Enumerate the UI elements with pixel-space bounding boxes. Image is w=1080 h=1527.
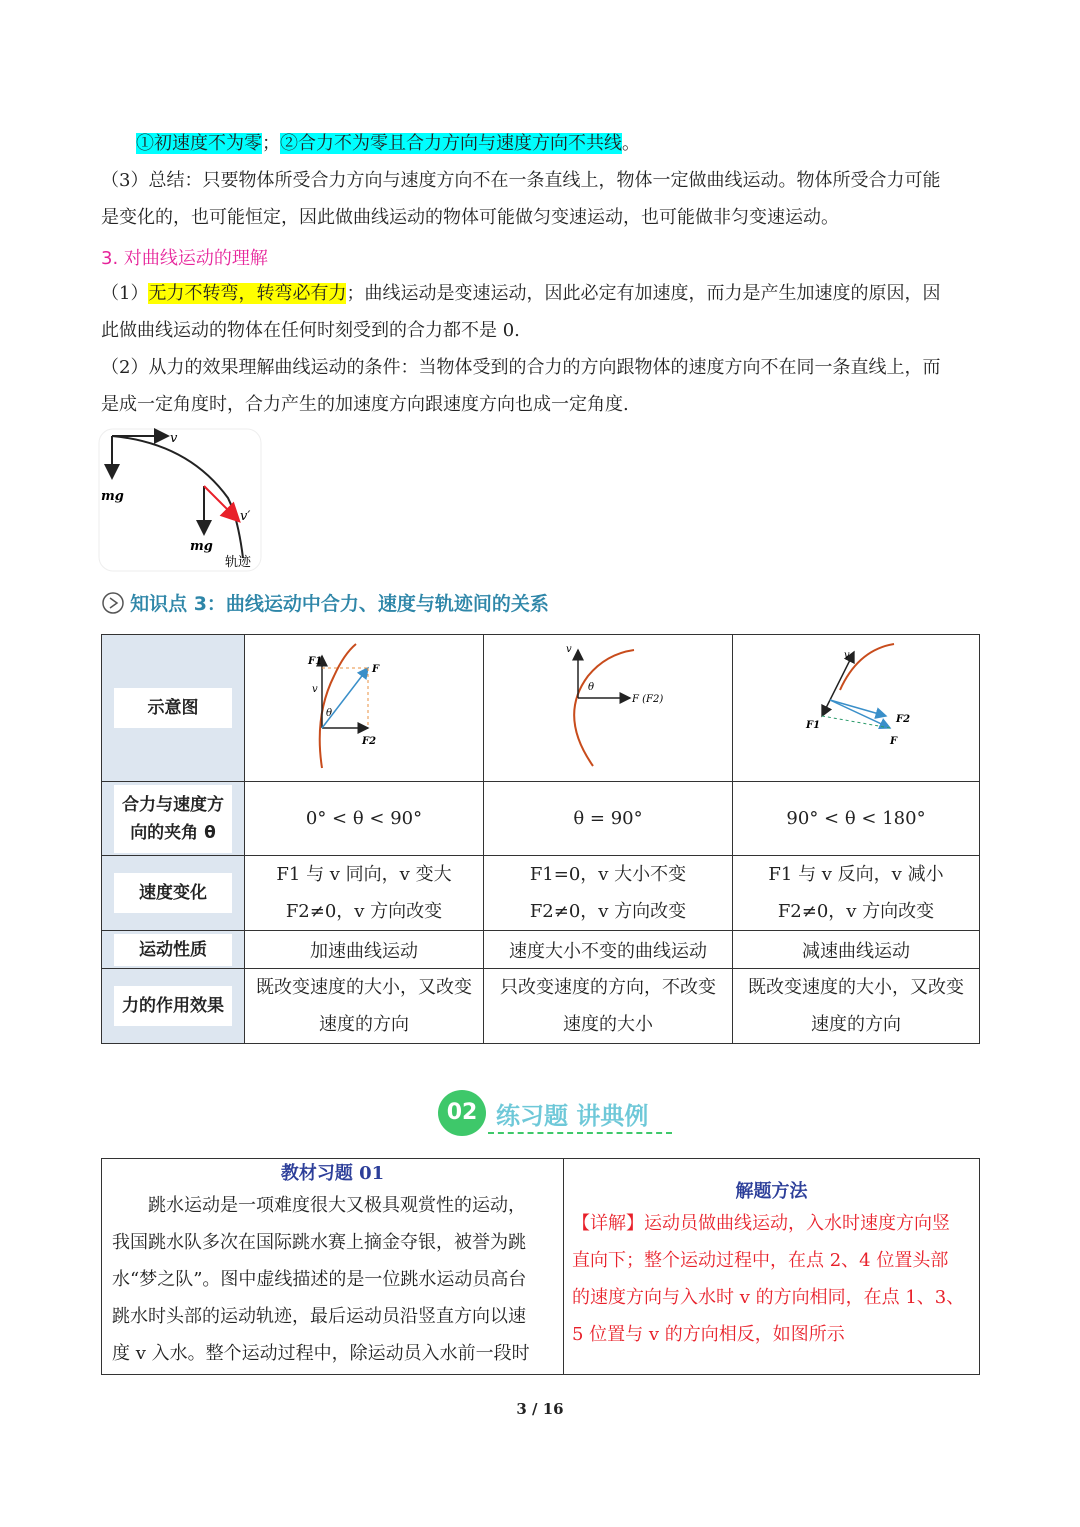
label-mg: mg (101, 489, 124, 504)
section-banner (438, 1088, 678, 1138)
speed-change-cell: F1=0，v 大小不变 F2≠0，v 方向改变 (484, 856, 733, 931)
effect-cell: 既改变速度的大小，又改变 速度的方向 (245, 969, 484, 1044)
banner-underline (488, 1132, 672, 1134)
label-mg-2: mg (190, 539, 213, 554)
row-header: 运动性质 (102, 931, 245, 969)
p1-highlight: 无力不转弯，转弯必有力 (148, 283, 347, 304)
example-title: 教材习题 01 (280, 1163, 385, 1184)
knowledge-3-heading (101, 589, 549, 616)
diagram-cell-3 (733, 635, 980, 782)
svg-text:F: F (890, 735, 898, 747)
table-row (102, 1159, 980, 1375)
svg-text:θ: θ (588, 681, 595, 693)
projectile-figure (98, 428, 263, 573)
svg-text:F2: F2 (362, 735, 377, 747)
condition-1: ①初速度不为零 (136, 133, 262, 154)
example-body: 跳水运动是一项难度很大又极具观赏性的运动， 我国跳水队多次在国际跳水赛上摘金夺银，被誉为跳 水“梦之队”。图中虚线描述的是一位跳水运动员高台 跳水时头部的运动轨迹，最后运动员沿竖直方向以速 度 v 入水。整个运动过程中，除运动员入水前一段时 (112, 1195, 530, 1364)
label-trajectory: 轨迹 (225, 555, 252, 570)
motion-cell: 减速曲线运动 (733, 931, 980, 969)
label-v-prime: v′ (240, 509, 251, 524)
svg-text:F1: F1 (308, 655, 323, 667)
row-header: 力的作用效果 (102, 969, 245, 1044)
knowledge-3-title: 知识点 3：曲线运动中合力、速度与轨迹间的关系 (130, 593, 549, 615)
motion-cell: 加速曲线运动 (245, 931, 484, 969)
speed-change-cell: F1 与 v 同向，v 变大 F2≠0，v 方向改变 (245, 856, 484, 931)
example-question-cell (102, 1159, 564, 1375)
velocity-arrow-2 (204, 486, 238, 520)
label-v: v (170, 431, 178, 446)
angle-cell: θ = 90° (484, 782, 733, 856)
svg-text:F (F2): F (F2) (632, 693, 664, 705)
section-3-heading: 3. 对曲线运动的理解 (101, 248, 268, 269)
section3-p1-line2: 此做曲线运动的物体在任何时刻受到的合力都不是 0. (101, 320, 520, 341)
condition-2: ②合力不为零且合力方向与速度方向不共线 (280, 133, 622, 154)
diagram-acute (304, 636, 424, 776)
separator: ； (262, 133, 280, 154)
table-row (102, 635, 980, 782)
play-circle-icon (101, 591, 125, 615)
period: 。 (622, 133, 640, 154)
section3-p1-line1 (101, 275, 940, 312)
svg-text:F: F (372, 663, 380, 675)
summary-line-1: （3）总结：只要物体所受合力方向与速度方向不在一条直线上，物体一定做曲线运动。物体所受合力可能 (101, 170, 941, 191)
table-row (102, 931, 980, 969)
banner-text: 练习题 讲典例 (496, 1102, 649, 1130)
speed-change-cell: F1 与 v 反向，v 减小 F2≠0，v 方向改变 (733, 856, 980, 931)
example-table (101, 1158, 980, 1375)
svg-text:v: v (566, 643, 572, 655)
diagram-cell-2 (484, 635, 733, 782)
svg-text:v: v (844, 649, 850, 661)
diagram-cell-1 (245, 635, 484, 782)
summary-line-2: 是变化的，也可能恒定，因此做曲线运动的物体可能做匀变速运动，也可能做非匀变速运动。 (101, 207, 839, 228)
p1-prefix: （1） (101, 283, 149, 304)
section3-p2-line2: 是成一定角度时，合力产生的加速度方向跟速度方向也成一定角度. (101, 394, 629, 415)
table-row (102, 969, 980, 1044)
svg-text:v: v (312, 683, 318, 695)
angle-cell: 0° < θ < 90° (245, 782, 484, 856)
diagram-right-angle (538, 636, 678, 776)
page-number: 3 / 16 (516, 1400, 564, 1418)
table-row (102, 782, 980, 856)
row-header: 合力与速度方向的夹角 θ (102, 782, 245, 856)
effect-cell: 只改变速度的方向，不改变 速度的大小 (484, 969, 733, 1044)
banner-number: 02 (438, 1090, 486, 1136)
trajectory-curve (112, 436, 243, 558)
method-title: 解题方法 (735, 1181, 808, 1202)
angle-cell: 90° < θ < 180° (733, 782, 980, 856)
p1-rest: ；曲线运动是变速运动，因此必定有加速度，而力是产生加速度的原因，因 (346, 283, 941, 304)
conditions-line (136, 125, 640, 162)
relationship-table (101, 634, 980, 1044)
diagram-obtuse (786, 636, 926, 776)
method-body: 【详解】运动员做曲线运动，入水时速度方向竖 直向下；整个运动过程中，在点 2、4 位置头部 的速度方向与入水时 v 的方向相同，在点 1、3、 5 位置与 v 的方向相反，如图所示 (572, 1213, 965, 1345)
example-method-cell (564, 1159, 980, 1375)
svg-text:F2: F2 (896, 713, 911, 725)
section3-p2-line1: （2）从力的效果理解曲线运动的条件：当物体受到的合力的方向跟物体的速度方向不在同一条直线上，而 (101, 357, 941, 378)
svg-text:θ: θ (326, 707, 333, 719)
motion-cell: 速度大小不变的曲线运动 (484, 931, 733, 969)
svg-text:F1: F1 (806, 719, 821, 731)
table-row (102, 856, 980, 931)
effect-cell: 既改变速度的大小，又改变 速度的方向 (733, 969, 980, 1044)
row-header: 速度变化 (102, 856, 245, 931)
row-header: 示意图 (102, 635, 245, 782)
